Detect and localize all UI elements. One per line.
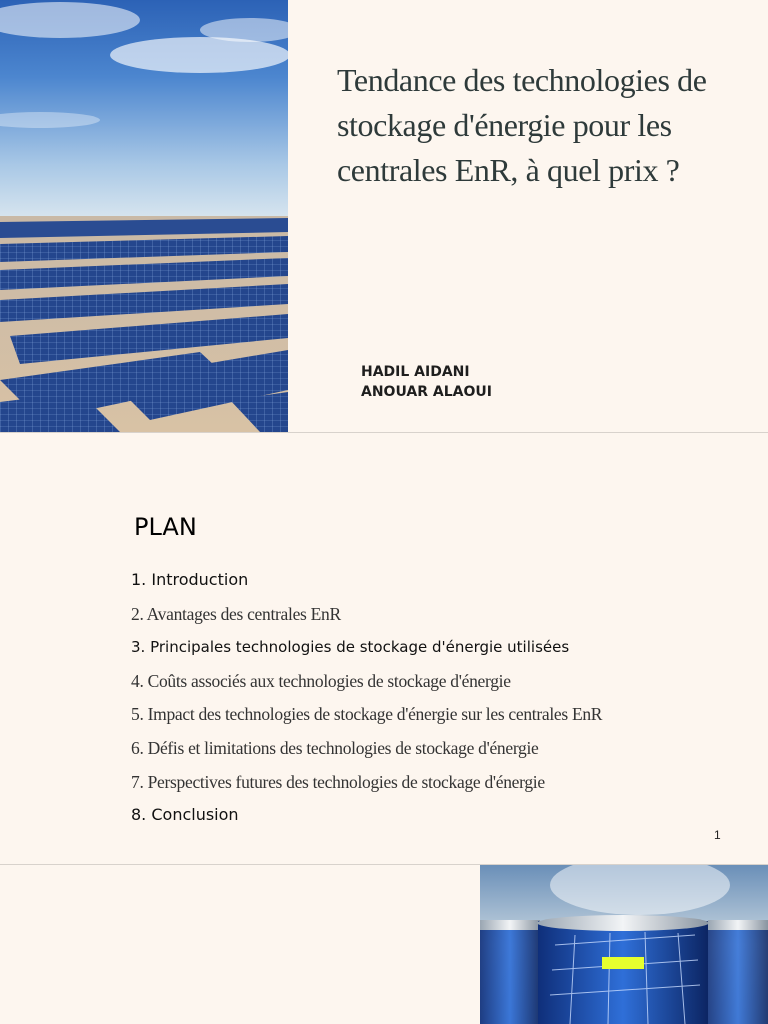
author-name: ANOUAR ALAOUI xyxy=(361,384,492,400)
plan-list xyxy=(131,567,602,836)
plan-item: 4. Coûts associés aux technologies de stockage d'énergie xyxy=(131,670,511,691)
plan-item: 8. Conclusion xyxy=(131,805,239,825)
solar-battery-image xyxy=(480,865,768,1024)
author-name: HADIL AIDANI xyxy=(361,364,470,380)
plan-item: 5. Impact des technologies de stockage d'énergie sur les centrales EnR xyxy=(131,704,603,725)
presentation-title: Tendance des technologies de stockage d'énergie pour les centrales EnR, à quel prix ? xyxy=(337,62,707,188)
page-number: 1 xyxy=(714,828,721,842)
plan-item: 1. Introduction xyxy=(131,570,249,589)
plan-slide xyxy=(0,433,768,864)
plan-item: 7. Perspectives futures des technologies de stockage d'énergie xyxy=(131,771,545,792)
solar-farm-image xyxy=(0,0,288,432)
partial-slide xyxy=(0,865,768,1024)
plan-item: 3. Principales technologies de stockage d'énergie utilisées xyxy=(131,638,570,657)
title-slide xyxy=(0,0,768,432)
plan-item: 6. Défis et limitations des technologies de stockage d'énergie xyxy=(131,737,539,758)
plan-item: 2. Avantages des centrales EnR xyxy=(131,603,341,624)
author-list xyxy=(361,362,492,402)
plan-heading: PLAN xyxy=(134,513,197,541)
